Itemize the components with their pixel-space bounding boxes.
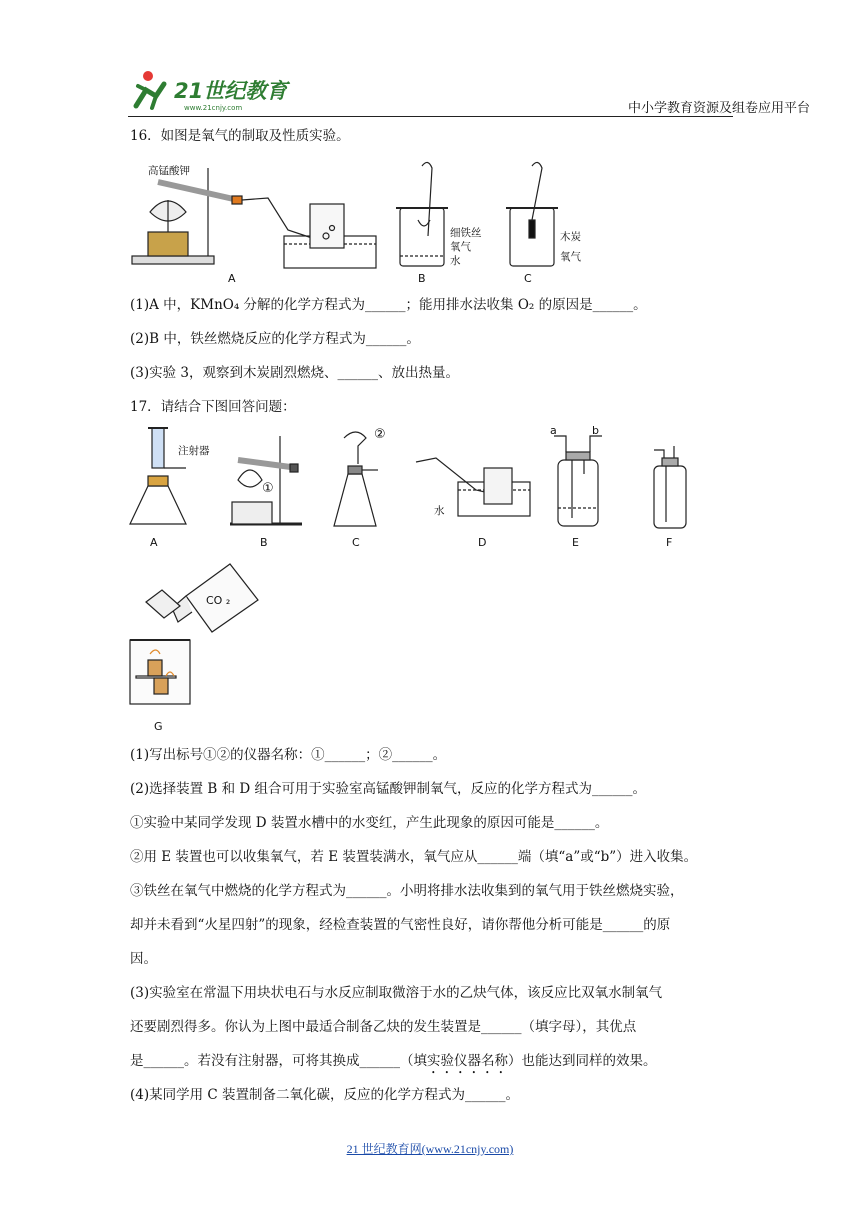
label-c: C	[524, 272, 532, 285]
apparatus-b-heating	[230, 436, 302, 524]
q17-line9: 还要剧烈得多。你认为上图中最适合制备乙炔的发生装置是______（填字母），其优点	[130, 1019, 637, 1035]
label-iron-wire: 细铁丝	[450, 227, 482, 239]
q17-line8: (3)实验室在常温下用块状电石与水反应制取微溶于水的乙炔气体，该反应比双氧水制氧气	[130, 985, 663, 1001]
label-co2: CO ₂	[206, 594, 231, 607]
q17-line3: ①实验中某同学发现 D 装置水槽中的水变红，产生此现象的原因可能是______。	[130, 815, 609, 831]
q17-line11: (4)某同学用 C 装置制备二氧化碳，反应的化学方程式为______。	[130, 1087, 520, 1103]
q16-figure	[128, 160, 598, 288]
q17-line2: (2)选择装置 B 和 D 组合可用于实验室高锰酸钾制氧气，反应的化学方程式为______。	[130, 781, 647, 797]
q16-title: 16．如图是氧气的制取及性质实验。	[130, 128, 350, 144]
q17-line10	[130, 1051, 657, 1077]
footer-link[interactable]: 21 世纪教育网(www.21cnjy.com)	[346, 1142, 514, 1156]
header-rule	[128, 116, 733, 117]
q17-figure-g	[126, 560, 266, 736]
q16-line2: (2)B 中，铁丝燃烧反应的化学方程式为______。	[130, 331, 420, 347]
q17-line6: 却并未看到“火星四射”的现象，经检查装置的气密性良好，请你帮他分析可能是______的原	[130, 917, 671, 933]
q16-line3: (3)实验 3，观察到木炭剧烈燃烧、______、放出热量。	[130, 365, 460, 381]
header-logo	[128, 66, 308, 114]
label-a: A	[228, 272, 236, 285]
q16-line1: (1)A 中，KMnO₄ 分解的化学方程式为______；能用排水法收集 O₂ 的原因是______。	[130, 297, 647, 313]
logo-url: www.21cnjy.com	[184, 104, 243, 112]
q17-line5: ③铁丝在氧气中燃烧的化学方程式为______。小明将排水法收集到的氧气用于铁丝燃烧实验，	[130, 883, 684, 899]
q17-figure-row	[126, 424, 716, 552]
label-g17: G	[154, 720, 163, 733]
runner-logo-icon	[136, 71, 164, 108]
label-mark1: ①	[262, 481, 274, 496]
q17-line4: ②用 E 装置也可以收集氧气，若 E 装置装满水，氧气应从______端（填“a”或“b”）进入收集。	[130, 849, 698, 865]
q17-line7: 因。	[130, 951, 157, 967]
apparatus-b-illustration	[396, 162, 448, 266]
label-mark2: ②	[374, 427, 386, 442]
platform-text: 中小学教育资源及组卷应用平台	[628, 101, 811, 116]
q17-line1: (1)写出标号①②的仪器名称：①______；②______。	[130, 747, 447, 763]
q17-line10-dotted: 实验仪器名称	[427, 1053, 508, 1069]
q17-title: 17．请结合下图回答问题：	[130, 399, 296, 415]
apparatus-g-pouring-co2	[130, 564, 258, 704]
apparatus-a-syringe-flask	[130, 428, 186, 524]
label-syringe: 注射器	[178, 445, 210, 457]
label-b: B	[418, 272, 426, 285]
label-c17: C	[352, 536, 360, 549]
apparatus-c-illustration	[506, 162, 558, 266]
label-kmno4: 高锰酸钾	[148, 165, 190, 177]
apparatus-f-bottle	[654, 446, 686, 528]
logo-text: 21世纪教育	[174, 79, 288, 103]
apparatus-c-funnel-flask	[334, 432, 378, 526]
q17-line10-post: ）也能达到同样的效果。	[508, 1053, 657, 1069]
label-charcoal: 木炭	[560, 231, 581, 243]
label-a17: A	[150, 536, 158, 549]
label-e17: E	[572, 536, 579, 549]
label-water-b: 水	[450, 255, 461, 267]
water-trough-illustration	[284, 204, 376, 268]
apparatus-a-illustration	[132, 168, 318, 264]
label-oxygen-b: 氧气	[450, 241, 471, 253]
label-a-port: a	[550, 424, 557, 437]
label-d17: D	[478, 536, 487, 549]
label-f17: F	[666, 536, 673, 549]
label-water17: 水	[434, 505, 445, 517]
label-b-port: b	[592, 424, 599, 437]
label-b17: B	[260, 536, 268, 549]
apparatus-e-bottle	[554, 436, 602, 526]
q17-line10-pre: 是______。若没有注射器，可将其换成______（填	[130, 1053, 427, 1069]
label-oxygen-c: 氧气	[560, 251, 581, 263]
